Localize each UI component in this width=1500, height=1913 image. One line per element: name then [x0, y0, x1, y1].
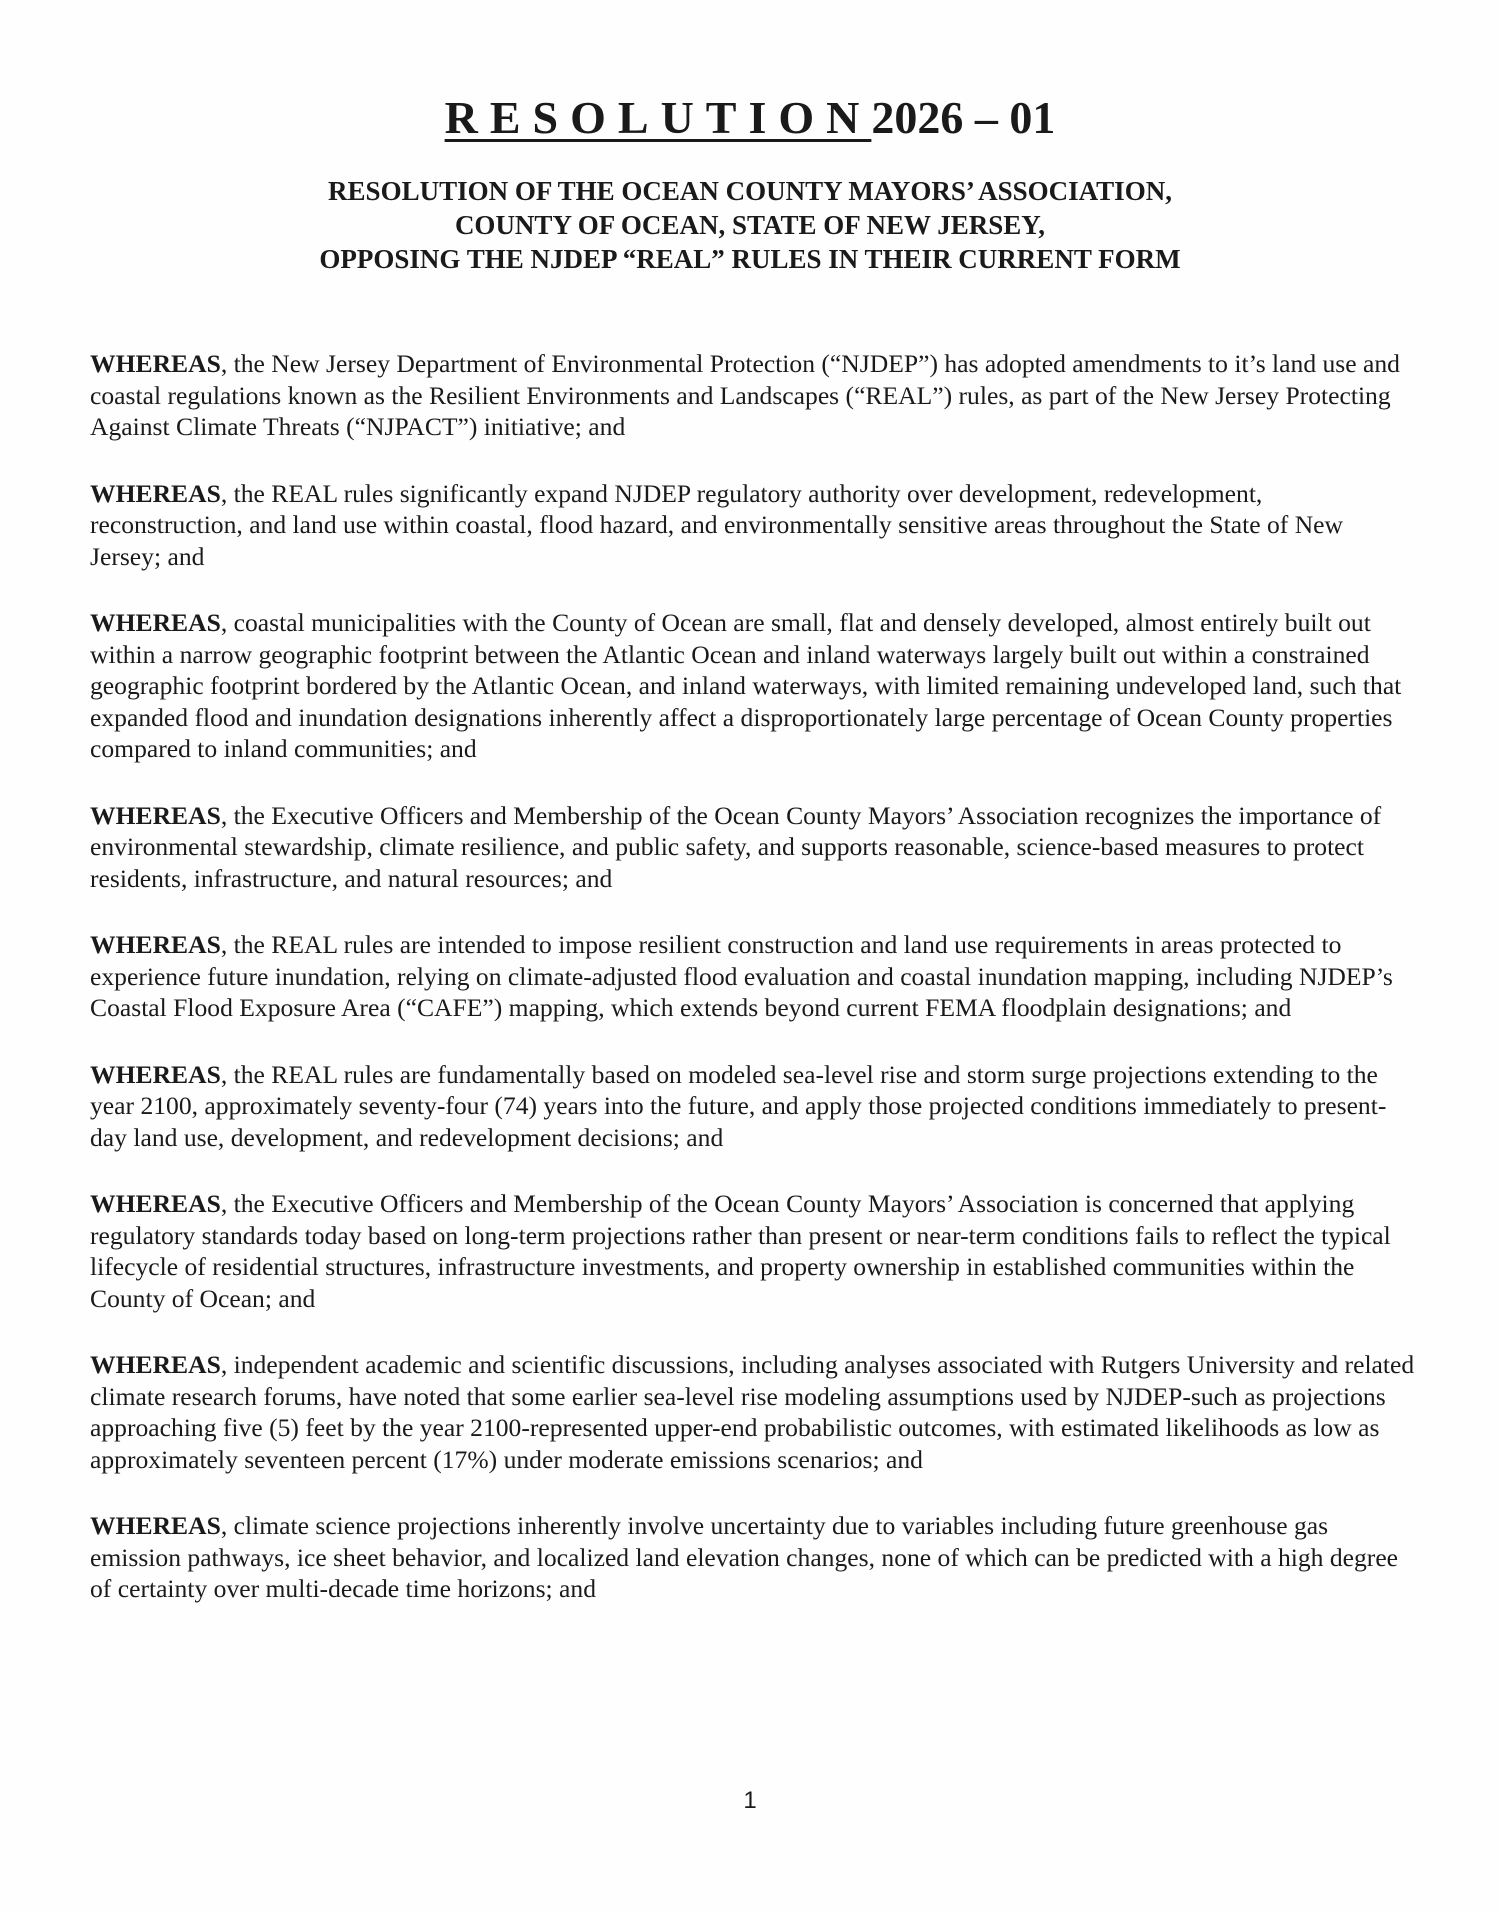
whereas-lead: WHEREAS [90, 478, 221, 508]
whereas-paragraph-8 [90, 1349, 1420, 1475]
resolution-title [0, 88, 1500, 148]
whereas-paragraph-2 [90, 478, 1420, 573]
paragraph-text: , the Executive Officers and Membership of the Ocean County Mayors’ Association is concerned that applying regulatory standards today based on long-term projections rather than present or near-term conditions fails to reflect the typical lifecycle of residential structures, infrastructure investments, and property ownership in established communities within the County of Ocean; and [90, 1189, 1391, 1313]
paragraph-text: , the REAL rules are intended to impose resilient construction and land use requirements in areas protected to experience future inundation, relying on climate-adjusted flood evaluation and coastal inundation mapping, including NJDEP’s Coastal Flood Exposure Area (“CAFE”) mapping, which extends beyond current FEMA floodplain designations; and [90, 930, 1393, 1022]
whereas-paragraph-4 [90, 800, 1420, 895]
resolution-body [90, 348, 1420, 1640]
subtitle-line-2: COUNTY OF OCEAN, STATE OF NEW JERSEY, [454, 210, 1046, 240]
title-number: 2026 – 01 [871, 92, 1056, 143]
whereas-lead: WHEREAS [90, 608, 221, 637]
whereas-lead: WHEREAS [90, 1511, 221, 1540]
paragraph-text: , the Executive Officers and Membership of the Ocean County Mayors’ Association recognizes the importance of environmental stewardship, climate resilience, and public safety, and supports reasonable, science-based measures to protect residents, infrastructure, and natural resources; and [90, 800, 1382, 893]
paragraph-text: , coastal municipalities with the County of Ocean are small, flat and densely developed, almost entirely built out within a narrow geographic footprint between the Atlantic Ocean and inland waterways largely built out within a constrained geographic footprint bordered by the Atlantic Ocean, and inland waterways, with limited remaining undeveloped land, such that expanded flood and inundation designations inherently affect a disproportionately large percentage of Ocean County properties compared to inland communities; and [90, 608, 1402, 763]
paragraph-text: , the REAL rules significantly expand NJDEP regulatory authority over development, redevelopment, reconstruction, and land use within coastal, flood hazard, and environmentally sensitive areas throughout the State of New Jersey; and [90, 478, 1344, 571]
paragraph-text: , the New Jersey Department of Environmental Protection (“NJDEP”) has adopted amendments to it’s land use and coastal regulations known as the Resilient Environments and Landscapes (“REAL”) rules, as part of the New Jersey Protecting Against Climate Threats (“NJPACT”) initiative; and [90, 349, 1400, 441]
whereas-paragraph-5 [90, 929, 1420, 1024]
paragraph-text: , the REAL rules are fundamentally based on modeled sea-level rise and storm surge projections extending to the year 2100, approximately seventy-four (74) years into the future, and apply those projected conditions immediately to present-day land use, development, and redevelopment decisions; and [90, 1059, 1387, 1152]
whereas-lead: WHEREAS [90, 1059, 221, 1089]
whereas-lead: WHEREAS [90, 930, 221, 959]
resolution-subtitle [0, 174, 1500, 276]
subtitle-line-3: OPPOSING THE NJDEP “REAL” RULES IN THEIR CURRENT FORM [319, 244, 1181, 274]
whereas-paragraph-7 [90, 1188, 1420, 1314]
paragraph-text: , climate science projections inherently involve uncertainty due to variables including future greenhouse gas emission pathways, ice sheet behavior, and localized land elevation changes, none of which can be predicted with a high degree of certainty over multi-decade time horizons; and [90, 1511, 1399, 1603]
title-word: RESOLUTION [444, 92, 872, 143]
whereas-lead: WHEREAS [90, 1350, 221, 1379]
whereas-paragraph-3 [90, 607, 1420, 765]
whereas-lead: WHEREAS [90, 800, 221, 830]
whereas-paragraph-9 [90, 1510, 1420, 1605]
whereas-lead: WHEREAS [90, 1189, 221, 1218]
whereas-paragraph-1 [90, 348, 1420, 443]
paragraph-text: , independent academic and scientific discussions, including analyses associated with Rutgers University and related climate research forums, have noted that some earlier sea-level rise modeling assumptions used by NJDEP-such as projections approaching five (5) feet by the year 2100-represented upper-end probabilistic outcomes, with estimated likelihoods as low as approximately seventeen percent (17%) under moderate emissions scenarios; and [90, 1350, 1415, 1474]
page-number: 1 [743, 1787, 757, 1814]
whereas-lead: WHEREAS [90, 349, 221, 378]
whereas-paragraph-6 [90, 1059, 1420, 1154]
subtitle-line-1: RESOLUTION OF THE OCEAN COUNTY MAYORS’ ASSOCIATION, [328, 176, 1172, 206]
